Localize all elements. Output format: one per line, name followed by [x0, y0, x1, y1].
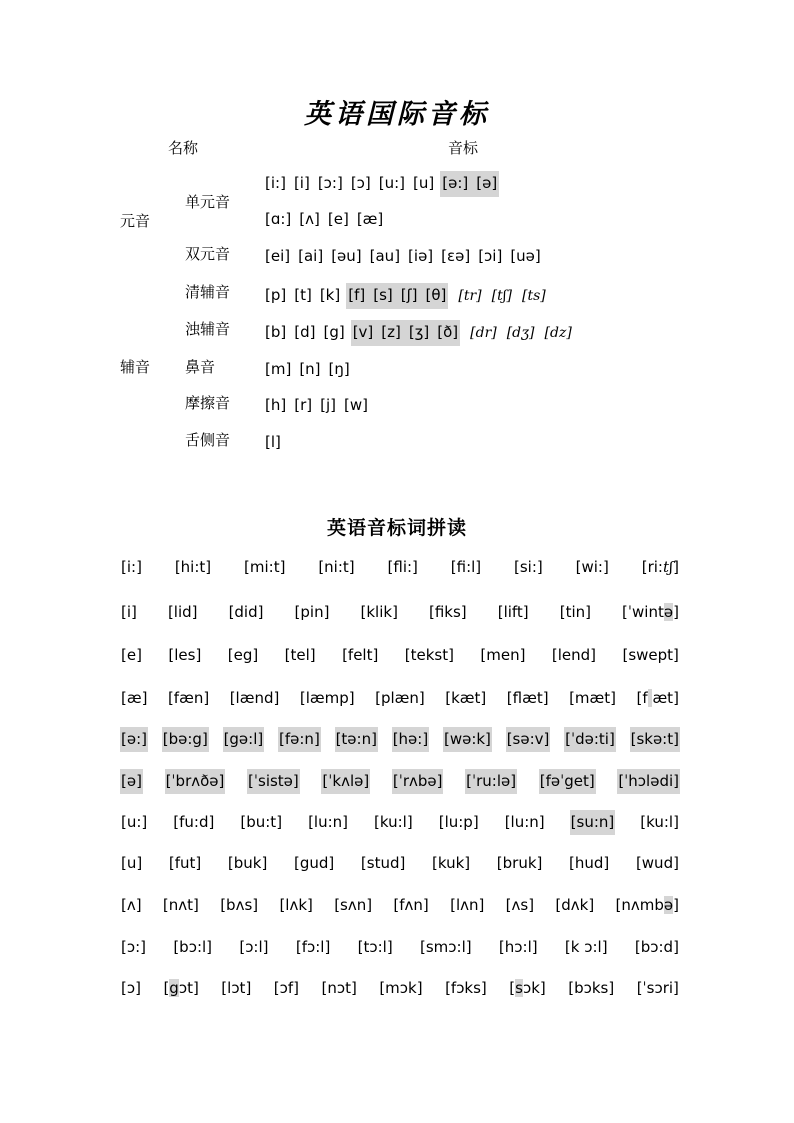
phonetic-symbol: [b]	[265, 323, 287, 341]
phonetic-symbol: [ʌ]	[299, 210, 320, 228]
spelling-word: [ri:tʃ]	[641, 558, 679, 576]
phonetic-symbol: [ei]	[265, 247, 291, 265]
spelling-word: [læmp]	[299, 689, 355, 707]
spelling-word: [ˈru:lə]	[465, 769, 517, 794]
phonetic-symbol: [ə:]	[442, 174, 469, 192]
phonetic-symbol: [æ]	[356, 210, 384, 228]
spelling-word: [bɔ:d]	[634, 938, 679, 956]
word-highlight-segment: g	[169, 979, 179, 997]
spelling-word: [wi:]	[575, 558, 609, 576]
spelling-word: [lɔt]	[221, 979, 252, 997]
spelling-word: [k ɔ:l]	[564, 938, 608, 956]
spelling-word: [lift]	[497, 603, 529, 621]
spelling-word: [ˈwintə]	[622, 603, 679, 621]
phonetic-symbol-highlight-group	[346, 283, 448, 309]
phonetic-symbol-row	[265, 283, 546, 309]
spelling-word-row	[120, 643, 680, 668]
spelling-word: [bə:g]	[162, 727, 209, 752]
phonetic-symbol: [ə]	[476, 174, 498, 192]
spelling-word: [i]	[121, 603, 137, 621]
phonetic-symbol: [g]	[323, 323, 345, 341]
spelling-word: [stud]	[360, 854, 406, 872]
spelling-word: [æ]	[121, 689, 148, 707]
table-group-label: 清辅音	[185, 283, 231, 301]
spelling-word: [hɔ:l]	[498, 938, 538, 956]
spelling-word: [hi:t]	[174, 558, 212, 576]
phonetic-symbol: [n]	[299, 360, 321, 378]
phonetic-symbol-italic: [tr]	[458, 288, 482, 304]
table-category-label: 元音	[120, 212, 151, 230]
phonetic-symbol: [e]	[327, 210, 349, 228]
spelling-word: [lid]	[167, 603, 198, 621]
phonetic-symbol: [k]	[319, 286, 341, 304]
spelling-word: [dʌk]	[555, 896, 595, 914]
spelling-word: [i:]	[121, 558, 142, 576]
phonetic-symbol-italic: [dr]	[470, 325, 497, 341]
table-group-label: 摩擦音	[185, 394, 231, 412]
spelling-word: [fli:]	[387, 558, 418, 576]
spelling-word: [nɔt]	[321, 979, 357, 997]
spelling-word: [swept]	[622, 646, 679, 664]
spelling-word: [felt]	[342, 646, 379, 664]
spelling-word-row	[120, 893, 680, 918]
spelling-word: [bɔ:l]	[173, 938, 213, 956]
spelling-word-row	[120, 810, 680, 835]
spelling-word: [ʌ]	[121, 896, 142, 914]
page-title: 英语国际音标	[304, 99, 490, 130]
spelling-word: [ə:]	[120, 727, 148, 752]
phonetic-symbol-row	[265, 431, 281, 454]
spelling-word: [buk]	[227, 854, 268, 872]
spelling-word: [ku:l]	[640, 813, 679, 831]
phonetic-symbol-highlight-group	[440, 171, 499, 197]
word-highlight-segment: ə	[663, 603, 674, 621]
spelling-word: [fəˈget]	[539, 769, 596, 794]
spelling-word: [men]	[480, 646, 526, 664]
spelling-word: [bruk]	[496, 854, 543, 872]
phonetic-symbol: [f]	[348, 286, 366, 304]
phonetic-symbol-italic: [tʃ]	[491, 288, 512, 304]
spelling-word: [hə:]	[392, 727, 430, 752]
spelling-word: [fut]	[168, 854, 202, 872]
phonetic-symbol: [w]	[343, 396, 368, 414]
phonetic-symbol: [v]	[352, 323, 374, 341]
phonetic-symbol-row	[265, 171, 499, 197]
phonetic-symbol: [ɔ]	[350, 174, 371, 192]
table-group-label: 舌侧音	[185, 431, 231, 449]
phonetic-symbol: [u]	[413, 174, 435, 192]
word-highlight-segment: ə	[663, 896, 674, 914]
table-group-label: 浊辅音	[185, 320, 231, 338]
spelling-word: [ˈbrʌðə]	[165, 769, 226, 794]
phonetic-symbol-italic: [dʒ]	[506, 325, 535, 341]
spelling-word: [kuk]	[432, 854, 471, 872]
phonetic-symbol-italic: [dz]	[544, 325, 572, 341]
spelling-word: [nʌt]	[162, 896, 199, 914]
spelling-word: [smɔ:l]	[420, 938, 472, 956]
spelling-word: [tekst]	[404, 646, 454, 664]
spelling-word: [skə:t]	[630, 727, 680, 752]
phonetic-symbol-row	[265, 358, 350, 381]
spelling-word: [plæn]	[375, 689, 425, 707]
spelling-word: [ku:l]	[374, 813, 413, 831]
phonetic-symbol: [z]	[381, 323, 401, 341]
spelling-word: [f æt]	[636, 689, 679, 707]
phonetic-symbol-row	[265, 320, 572, 346]
phonetic-symbol-row	[265, 208, 383, 231]
phonetic-symbol-italic: [ts]	[522, 288, 546, 304]
spelling-word: [wud]	[635, 854, 679, 872]
spelling-word: [lu:n]	[308, 813, 349, 831]
spelling-word: [fə:n]	[278, 727, 321, 752]
spelling-word: [ˈsɔri]	[636, 979, 679, 997]
spelling-word: [lend]	[551, 646, 597, 664]
spelling-word: [les]	[168, 646, 202, 664]
spelling-word: [lu:n]	[504, 813, 545, 831]
spelling-word: [mæt]	[569, 689, 617, 707]
spelling-word: [tə:n]	[335, 727, 378, 752]
phonetic-symbol: [ɑ:]	[265, 210, 292, 228]
phonetic-symbol-row	[265, 245, 541, 268]
spelling-word: [lu:p]	[438, 813, 479, 831]
spelling-word: [fɔks]	[445, 979, 487, 997]
spelling-word: [lʌk]	[279, 896, 313, 914]
spelling-word: [ni:t]	[318, 558, 355, 576]
spelling-word: [sɔk]	[509, 979, 546, 997]
spelling-word: [lænd]	[229, 689, 280, 707]
spelling-word: [ɔf]	[273, 979, 300, 997]
spelling-word-row	[120, 935, 680, 960]
word-italic-segment: tʃ	[662, 558, 674, 576]
phonetic-symbol: [ai]	[298, 247, 324, 265]
phonetic-symbol: [au]	[369, 247, 401, 265]
phonetic-symbol: [uə]	[510, 247, 541, 265]
spelling-section-title: 英语音标词拼读	[326, 517, 467, 539]
spelling-word: [nʌmbə]	[615, 896, 679, 914]
phonetic-symbol: [d]	[294, 323, 316, 341]
spelling-word: [ˈsistə]	[247, 769, 300, 794]
spelling-word: [fu:d]	[173, 813, 215, 831]
spelling-word: [tɔ:l]	[357, 938, 393, 956]
spelling-word: [ʌs]	[505, 896, 535, 914]
spelling-word: [gud]	[293, 854, 335, 872]
phonetic-symbol: [ʒ]	[408, 323, 430, 341]
table-group-label: 单元音	[185, 193, 231, 211]
phonetic-symbol: [l]	[265, 433, 281, 451]
table-group-label: 鼻音	[185, 358, 216, 376]
spelling-word: [mi:t]	[244, 558, 286, 576]
phonetic-symbol: [i]	[293, 174, 310, 192]
spelling-word: [tin]	[559, 603, 591, 621]
spelling-word: [u]	[121, 854, 143, 872]
spelling-word: [su:n]	[570, 810, 616, 835]
spelling-word: [bu:t]	[240, 813, 283, 831]
spelling-word: [wə:k]	[443, 727, 492, 752]
spelling-word-row	[120, 769, 680, 794]
spelling-word: [fæn]	[167, 689, 210, 707]
spelling-word: [fi:l]	[450, 558, 482, 576]
spelling-word: [pin]	[294, 603, 330, 621]
table-category-label: 辅音	[120, 358, 151, 376]
spelling-word: [gɔt]	[163, 979, 199, 997]
spelling-word: [bʌs]	[220, 896, 259, 914]
word-highlight-segment	[648, 689, 653, 707]
phonetic-symbol: [ɔ:]	[317, 174, 343, 192]
spelling-word-row	[120, 686, 680, 711]
spelling-word: [did]	[228, 603, 264, 621]
table-group-label: 双元音	[185, 245, 231, 263]
spelling-word: [ɔ]	[121, 979, 141, 997]
spelling-word: [kæt]	[445, 689, 487, 707]
phonetic-symbol: [p]	[265, 286, 287, 304]
spelling-word: [bɔks]	[568, 979, 615, 997]
spelling-word: [gə:l]	[223, 727, 265, 752]
spelling-word: [e]	[121, 646, 142, 664]
phonetic-symbol: [ð]	[437, 323, 459, 341]
spelling-word: [fiks]	[429, 603, 467, 621]
table-header-name: 名称	[168, 139, 199, 157]
spelling-word: [sʌn]	[334, 896, 373, 914]
phonetic-symbol-row	[265, 394, 368, 417]
spelling-word: [lʌn]	[450, 896, 485, 914]
spelling-word: [mɔk]	[379, 979, 423, 997]
spelling-word: [eg]	[227, 646, 259, 664]
phonetic-symbol: [u:]	[378, 174, 406, 192]
phonetic-symbol-highlight-group	[351, 320, 460, 346]
phonetic-symbol: [h]	[265, 396, 287, 414]
phonetic-symbol: [əu]	[331, 247, 362, 265]
spelling-word: [tel]	[284, 646, 316, 664]
spelling-word: [u:]	[121, 813, 148, 831]
spelling-word: [sə:v]	[506, 727, 551, 752]
spelling-word-row	[120, 727, 680, 752]
word-highlight-segment: s	[515, 979, 523, 997]
spelling-word: [klik]	[360, 603, 398, 621]
phonetic-symbol: [i:]	[265, 174, 286, 192]
spelling-word: [ˈhɔlədi]	[617, 769, 680, 794]
spelling-word: [ɔ:l]	[239, 938, 269, 956]
table-header-value: 音标	[447, 139, 478, 157]
spelling-word: [si:]	[514, 558, 543, 576]
phonetic-symbol: [r]	[294, 396, 313, 414]
spelling-word-row	[120, 851, 680, 876]
spelling-word-row	[120, 600, 680, 625]
phonetic-symbol: [t]	[294, 286, 312, 304]
spelling-word: [ə]	[120, 769, 143, 794]
phonetic-symbol: [s]	[373, 286, 393, 304]
spelling-word-row	[120, 976, 680, 1001]
phonetic-symbol: [ŋ]	[328, 360, 350, 378]
spelling-word: [fʌn]	[393, 896, 429, 914]
phonetic-symbol: [θ]	[425, 286, 447, 304]
spelling-word: [hud]	[569, 854, 610, 872]
spelling-word: [flæt]	[506, 689, 549, 707]
phonetic-symbol: [ɛə]	[441, 247, 471, 265]
spelling-word: [ˈkʌlə]	[321, 769, 370, 794]
phonetic-symbol: [ɔi]	[478, 247, 503, 265]
spelling-word: [ˈdə:ti]	[564, 727, 616, 752]
phonetic-symbol: [iə]	[408, 247, 434, 265]
phonetic-symbol: [m]	[265, 360, 292, 378]
spelling-word: [ɔ:]	[121, 938, 146, 956]
spelling-word-row	[120, 555, 680, 580]
phonetic-symbol: [j]	[320, 396, 336, 414]
phonetic-symbol: [ʃ]	[400, 286, 418, 304]
spelling-word: [ˈrʌbə]	[392, 769, 444, 794]
spelling-word: [fɔ:l]	[295, 938, 331, 956]
